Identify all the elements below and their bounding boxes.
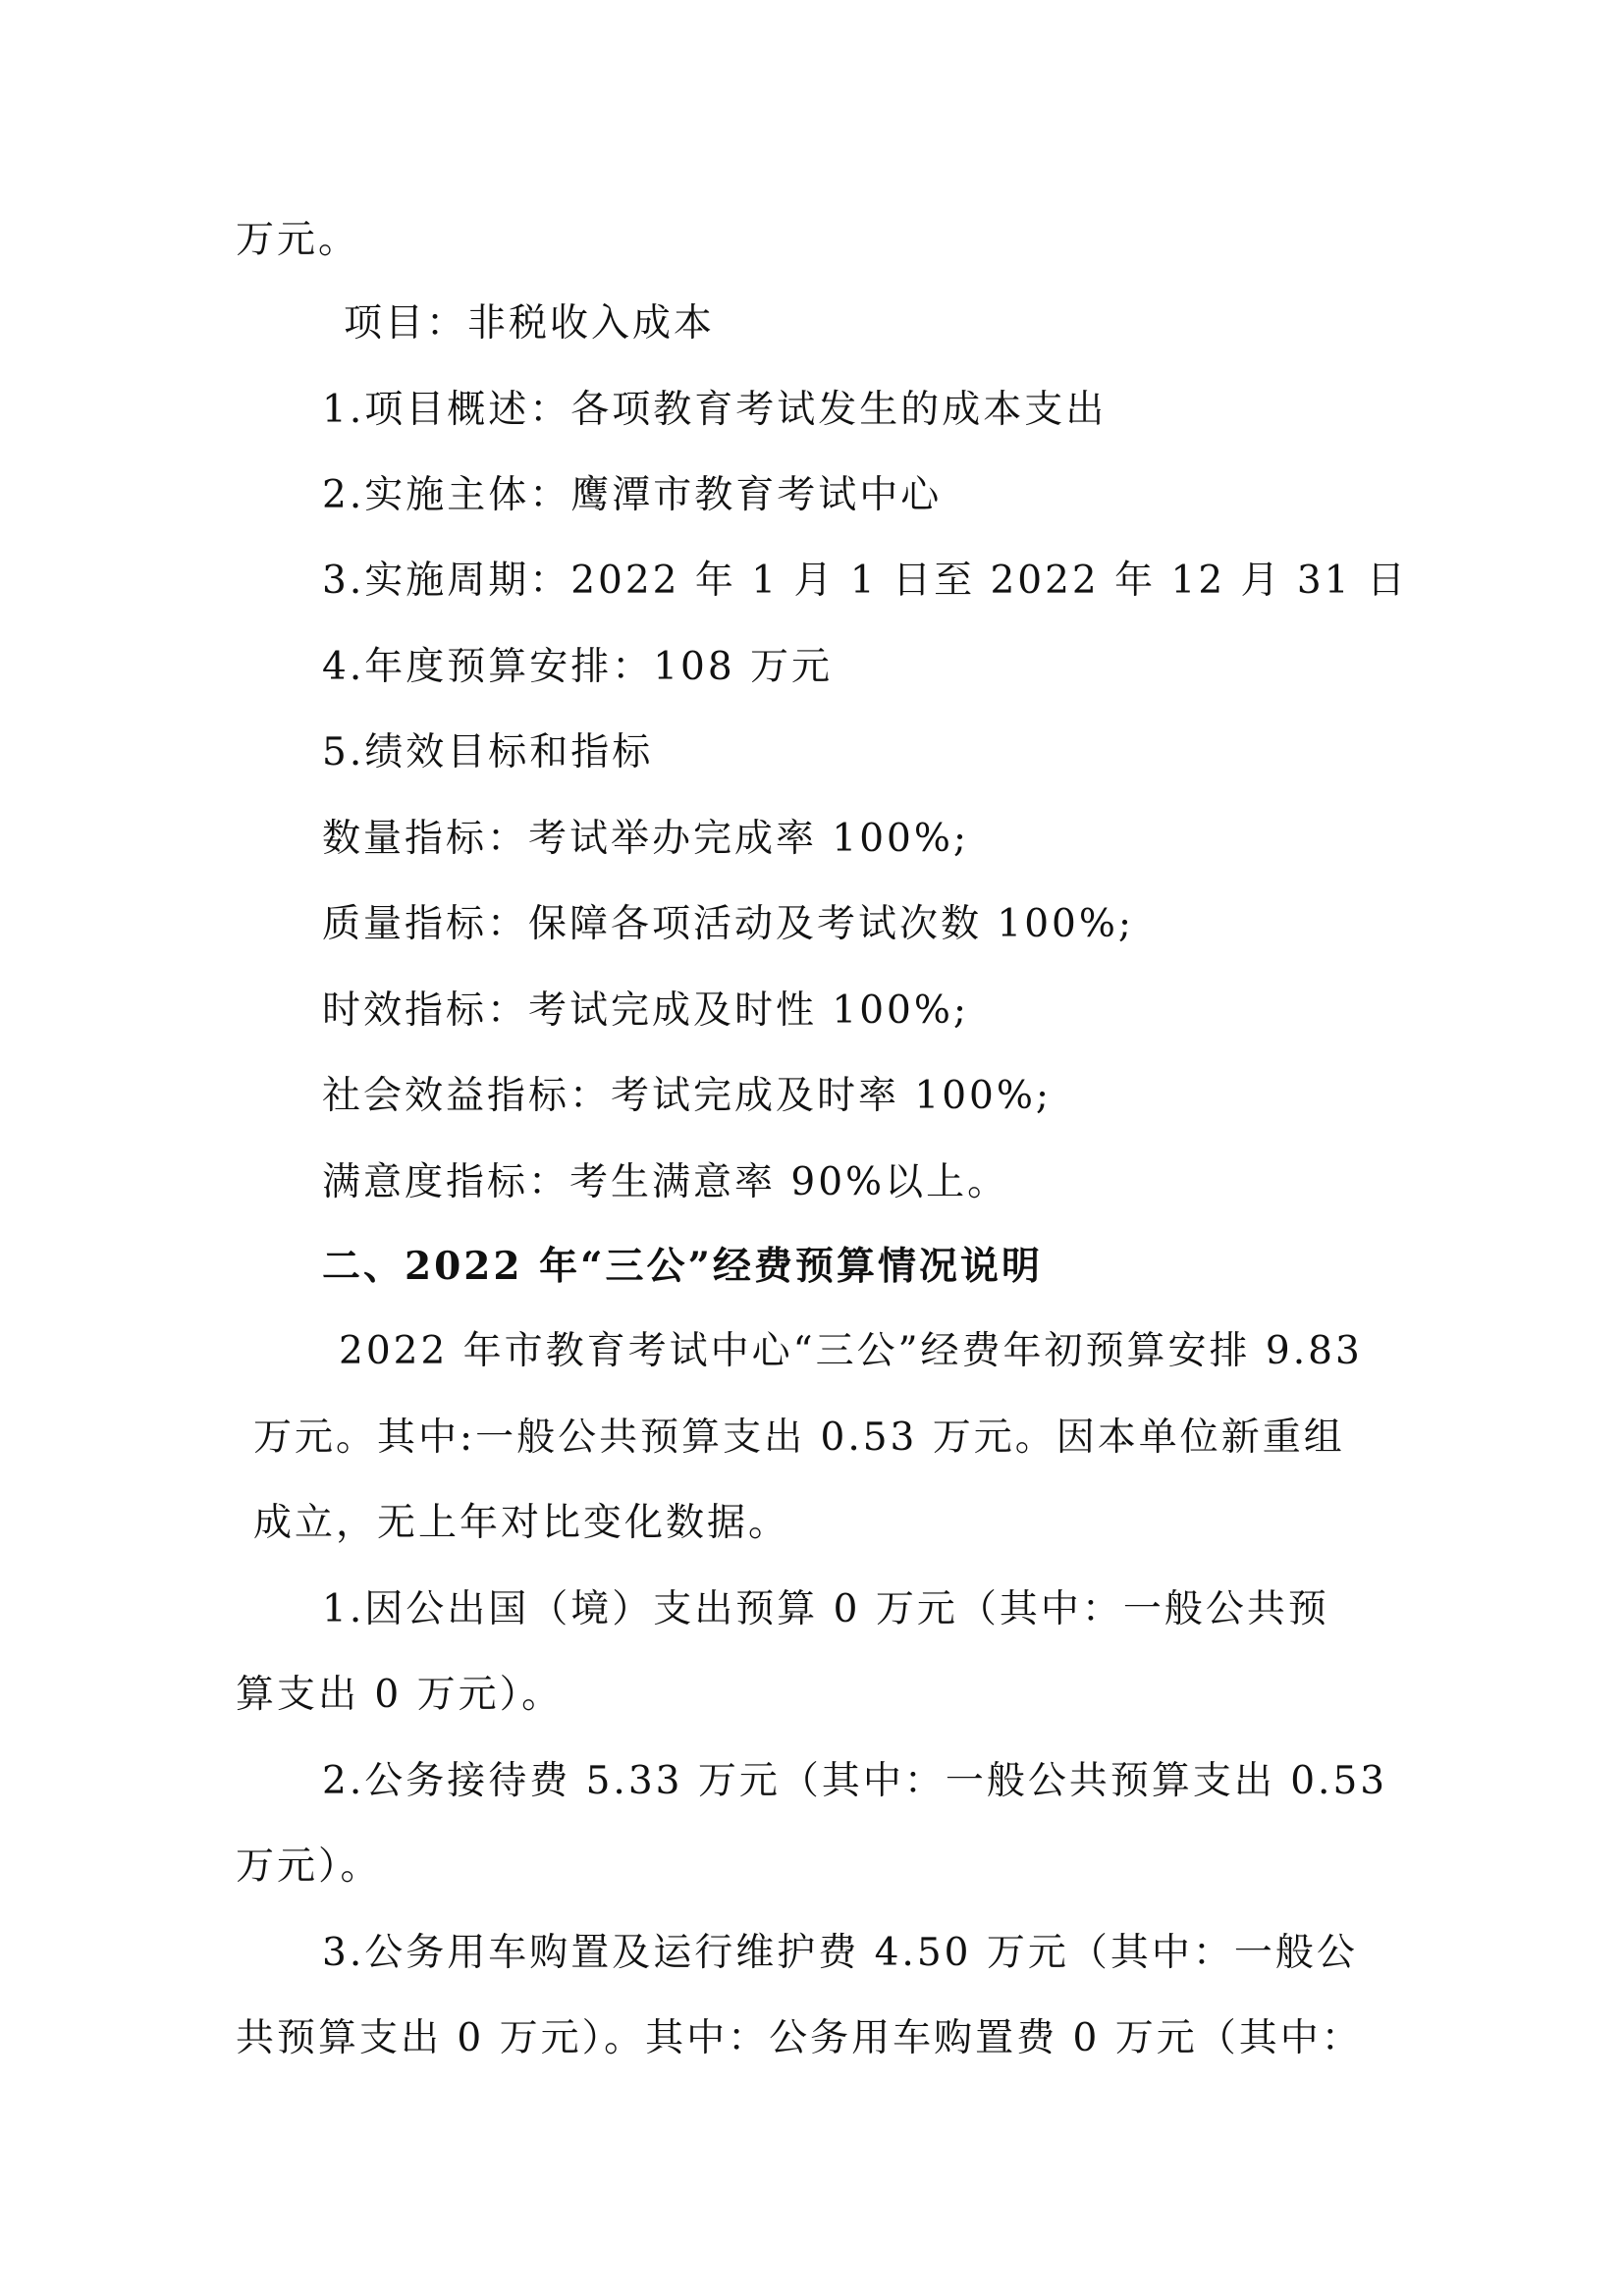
text-line: 5.绩效目标和指标 xyxy=(322,730,654,774)
text-line: 算支出 0 万元）。 xyxy=(236,1673,564,1717)
text-line: 共预算支出 0 万元）。其中：公务用车购置费 0 万元（其中： xyxy=(236,2016,1363,2060)
project-title: 项目：非税收入成本 xyxy=(344,301,716,346)
text-line: 3.公务用车购置及运行维护费 4.50 万元（其中：一般公 xyxy=(322,1931,1358,1975)
text-line: 2.实施主体：鹰潭市教育考试中心 xyxy=(322,473,943,517)
text-line: 2022 年市教育考试中心“三公”经费年初预算安排 9.83 xyxy=(339,1329,1363,1373)
text-line: 成立，无上年对比变化数据。 xyxy=(253,1501,790,1545)
text-line: 4.年度预算安排：108 万元 xyxy=(322,645,834,689)
text-line: 质量指标：保障各项活动及考试次数 100%; xyxy=(322,902,1135,946)
text-line: 满意度指标：考生满意率 90%以上。 xyxy=(322,1160,1009,1204)
text-line: 3.实施周期：2022 年 1 月 1 日至 2022 年 12 月 31 日 xyxy=(322,559,1408,603)
section-heading: 二、2022 年“三公”经费预算情况说明 xyxy=(322,1244,1043,1289)
text-line: 时效指标：考试完成及时性 100%; xyxy=(322,988,970,1033)
text-line: 万元。其中:一般公共预算支出 0.53 万元。因本单位新重组 xyxy=(253,1415,1345,1460)
text-line: 1.项目概述：各项教育考试发生的成本支出 xyxy=(322,388,1108,432)
text-line: 社会效益指标：考试完成及时率 100%; xyxy=(322,1074,1053,1118)
text-line: 数量指标：考试举办完成率 100%; xyxy=(322,817,970,861)
text-line: 2.公务接待费 5.33 万元（其中：一般公共预算支出 0.53 xyxy=(322,1759,1388,1803)
text-line: 1.因公出国（境）支出预算 0 万元（其中：一般公共预 xyxy=(322,1587,1329,1631)
text-line: 万元）。 xyxy=(236,1844,382,1889)
text-line: 万元。 xyxy=(236,218,360,262)
